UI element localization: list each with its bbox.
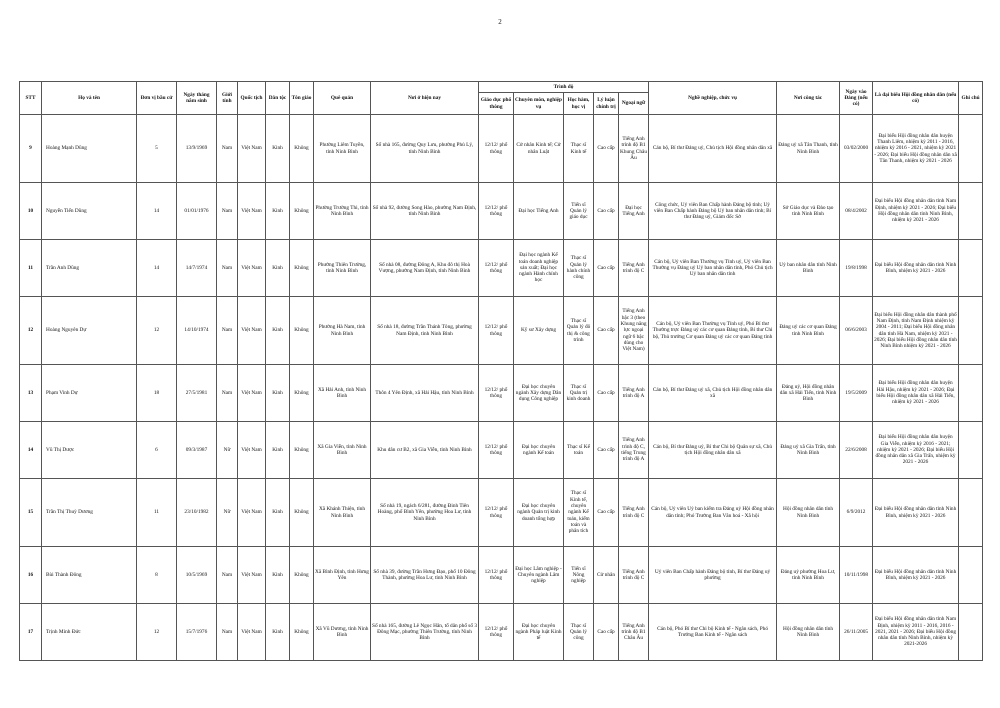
cell-name: Phạm Vinh Dự (42, 365, 137, 422)
cell-general-edu: 12/12/ phổ thông (479, 479, 514, 547)
header-workplace: Nơi công tác (777, 82, 840, 115)
cell-specialty: Đại học ngành Kế toán doanh nghiệp sản xuất; Đại học ngành Hành chính học (514, 240, 564, 297)
cell-hometown: Xã Khánh Thiện, tỉnh Ninh Bình (314, 479, 371, 547)
cell-party-date: 19/8/1998 (840, 240, 873, 297)
cell-language: Tiếng Anh trình độ B1 Châu Âu (619, 604, 649, 661)
cell-gender: Nam (217, 297, 238, 365)
cell-workplace: Đảng uỷ các cơ quan Đảng tỉnh Ninh Bình (777, 297, 840, 365)
header-note: Ghi chú (959, 82, 983, 115)
cell-general-edu: 12/12/ phổ thông (479, 365, 514, 422)
cell-workplace: Hội đồng nhân dân tỉnh Ninh Bình (777, 479, 840, 547)
cell-unit: 18 (137, 365, 177, 422)
cell-politics: Cao cấp (594, 422, 619, 479)
cell-gender: Nữ (217, 479, 238, 547)
cell-general-edu: 12/12/ phổ thông (479, 240, 514, 297)
cell-religion: Không (290, 479, 314, 547)
cell-party-date: 22/6/2008 (840, 422, 873, 479)
cell-dob: 01/01/1976 (177, 183, 217, 240)
cell-workplace: Đảng uỷ xã Gia Trấn, tỉnh Ninh Bình (777, 422, 840, 479)
cell-party-date: 26/11/2005 (840, 604, 873, 661)
cell-degree: Thạc sĩ Quản lý công (564, 604, 594, 661)
cell-general-edu: 12/12/ phổ thông (479, 297, 514, 365)
cell-residence: Khu dân cư B2, xã Gia Viễn, tỉnh Ninh Bình (371, 422, 479, 479)
cell-specialty: Cử nhân Kinh tế; Cử nhân Luật (514, 115, 564, 183)
header-degree: Học hàm, học vị (564, 93, 594, 115)
cell-workplace: Đảng uỷ, Hội đồng nhân dân xã Hải Tiến, tỉnh Ninh Bình (777, 365, 840, 422)
cell-job: Cán bộ, Uỷ viên Ban Thường vụ Tỉnh uỷ, Uỷ viên Ban Thường vụ Đảng uỷ Uỷ ban nhân dân tỉnh, Phó Chủ tịch Uỷ ban nhân dân tỉnh (649, 240, 777, 297)
cell-degree: Thạc sĩ Kinh tế, chuyên ngành Kế toán, kiểm toán và phân tích (564, 479, 594, 547)
cell-general-edu: 12/12/ phổ thông (479, 115, 514, 183)
cell-residence: Số nhà 19, ngách 6/281, đường Đinh Tiên Hoàng, phố Bình Yên, phường Hoa Lư, tỉnh Ninh Bình (371, 479, 479, 547)
cell-hometown: Phường Hà Nam, tỉnh Ninh Bình (314, 297, 371, 365)
cell-degree: Thạc sĩ Quản lý đô thị & công trình (564, 297, 594, 365)
header-qualification: Trình độ (479, 82, 649, 93)
cell-gender: Nam (217, 547, 238, 604)
cell-ethnicity: Kinh (266, 604, 290, 661)
cell-job: Công chức, Uỷ viên Ban Chấp hành Đảng bộ tỉnh; Uỷ viên Ban Chấp hành Đảng bộ Uỷ ban nhân dân tỉnh; Bí thư Đảng uỷ, Giám đốc Sở (649, 183, 777, 240)
table-row (20, 115, 983, 183)
cell-delegate: Đại biểu Hội đồng nhân dân huyện Thanh Liêm, nhiệm kỳ 2011 - 2016, nhiệm kỳ 2016 - 2021, nhiệm kỳ 2021 - 2026; Đại biểu Hội đồng nhân dân xã Tân Thanh, nhiệm kỳ 2021 - 2026 (873, 115, 959, 183)
cell-delegate: Đại biểu Hội đồng nhân dân tỉnh Nam Định, nhiệm kỳ 2021 - 2026; Đại biểu Hội đồng nhân dân tỉnh Ninh Bình, nhiệm kỳ 2021 - 2026 (873, 183, 959, 240)
cell-unit: 8 (137, 547, 177, 604)
cell-gender: Nam (217, 183, 238, 240)
cell-gender: Nữ (217, 422, 238, 479)
cell-degree: Thạc sĩ Kế toán (564, 422, 594, 479)
cell-ethnicity: Kinh (266, 479, 290, 547)
cell-degree: Thạc sĩ Kinh tế (564, 115, 594, 183)
cell-hometown: Phường Trường Thi, tỉnh Ninh Bình (314, 183, 371, 240)
cell-ethnicity: Kinh (266, 547, 290, 604)
cell-nationality: Việt Nam (238, 240, 266, 297)
cell-note (959, 604, 983, 661)
cell-dob: 15/7/1976 (177, 604, 217, 661)
cell-religion: Không (290, 365, 314, 422)
cell-party-date: 03/02/2000 (840, 115, 873, 183)
cell-general-edu: 12/12/ phổ thông (479, 422, 514, 479)
header-stt: STT (20, 82, 42, 115)
cell-nationality: Việt Nam (238, 297, 266, 365)
cell-hometown: Xã Vũ Dương, tỉnh Ninh Bình (314, 604, 371, 661)
cell-party-date: 08/4/2002 (840, 183, 873, 240)
cell-name: Trịnh Minh Đức (42, 604, 137, 661)
cell-general-edu: 12/12/ phổ thông (479, 183, 514, 240)
cell-nationality: Việt Nam (238, 183, 266, 240)
cell-name: Bùi Thành Đông (42, 547, 137, 604)
cell-note (959, 240, 983, 297)
cell-party-date: 19/5/2009 (840, 365, 873, 422)
cell-politics: Cao cấp (594, 479, 619, 547)
table-row (20, 547, 983, 604)
cell-hometown: Phường Liêm Tuyền, tỉnh Ninh Bình (314, 115, 371, 183)
header-name: Họ và tên (42, 82, 137, 115)
cell-language: Tiếng Anh trình độ C (619, 547, 649, 604)
cell-name: Trần Thị Thuỳ Dương (42, 479, 137, 547)
cell-stt: 13 (20, 365, 42, 422)
header-party-date: Ngày vào Đảng (nếu có) (840, 82, 873, 115)
cell-language: Tiếng Anh bậc 3 (theo Khung năng lực ngoại ngữ 6 bậc dùng cho Việt Nam) (619, 297, 649, 365)
cell-ethnicity: Kinh (266, 115, 290, 183)
cell-job: Cán bộ, Bí thư Đảng uỷ xã, Chủ tịch Hội đồng nhân dân xã (649, 365, 777, 422)
header-religion: Tôn giáo (290, 82, 314, 115)
page-number: 2 (498, 18, 502, 26)
cell-name: Nguyễn Tiến Dũng (42, 183, 137, 240)
cell-politics: Cao cấp (594, 604, 619, 661)
cell-unit: 12 (137, 604, 177, 661)
table-row (20, 183, 983, 240)
cell-hometown: Phường Thiên Trường, tỉnh Ninh Bình (314, 240, 371, 297)
cell-name: Vũ Thị Dược (42, 422, 137, 479)
cell-hometown: Xã Hải Anh, tỉnh Ninh Bình (314, 365, 371, 422)
cell-note (959, 297, 983, 365)
cell-politics: Cao cấp (594, 183, 619, 240)
cell-residence: Số nhà 92, đường Song Hào, phường Nam Định, tỉnh Ninh Bình (371, 183, 479, 240)
cell-specialty: Đại học chuyên ngành Xây dựng Dân dụng Công nghiệp (514, 365, 564, 422)
cell-ethnicity: Kinh (266, 240, 290, 297)
cell-gender: Nam (217, 365, 238, 422)
cell-religion: Không (290, 183, 314, 240)
cell-workplace: Đảng uỷ phường Hoa Lư, tỉnh Ninh Bình (777, 547, 840, 604)
cell-nationality: Việt Nam (238, 115, 266, 183)
cell-religion: Không (290, 297, 314, 365)
cell-gender: Nam (217, 604, 238, 661)
cell-hometown: Xã Bình Định, tỉnh Hưng Yên (314, 547, 371, 604)
cell-degree: Tiến sĩ Quản lý giáo dục (564, 183, 594, 240)
table-row (20, 422, 983, 479)
cell-language: Tiếng Anh trình độ A (619, 365, 649, 422)
cell-unit: 14 (137, 183, 177, 240)
cell-name: Hoàng Mạnh Dũng (42, 115, 137, 183)
cell-unit: 12 (137, 297, 177, 365)
cell-nationality: Việt Nam (238, 547, 266, 604)
header-language: Ngoại ngữ (619, 93, 649, 115)
cell-stt: 17 (20, 604, 42, 661)
table-row (20, 479, 983, 547)
header-gender: Giới tính (217, 82, 238, 115)
cell-delegate: Đại biểu Hội đồng nhân dân tỉnh Ninh Bình, nhiệm kỳ 2021 - 2026 (873, 479, 959, 547)
cell-note (959, 115, 983, 183)
cell-dob: 09/3/1987 (177, 422, 217, 479)
table-body (20, 115, 983, 661)
cell-specialty: Đại học Tiếng Anh (514, 183, 564, 240)
cell-politics: Cao cấp (594, 297, 619, 365)
cell-unit: 14 (137, 240, 177, 297)
cell-stt: 15 (20, 479, 42, 547)
cell-note (959, 422, 983, 479)
cell-nationality: Việt Nam (238, 365, 266, 422)
cell-politics: Cao cấp (594, 365, 619, 422)
cell-general-edu: 12/12/ phổ thông (479, 604, 514, 661)
header-nationality: Quốc tịch (238, 82, 266, 115)
cell-ethnicity: Kinh (266, 365, 290, 422)
header-delegate: Là đại biểu Hội đồng nhân dân (nếu có) (873, 82, 959, 115)
cell-specialty: Đại học chuyên ngành Pháp luật Kinh tế (514, 604, 564, 661)
table-row (20, 604, 983, 661)
cell-unit: 5 (137, 115, 177, 183)
cell-name: Hoàng Nguyên Dự (42, 297, 137, 365)
table-row (20, 365, 983, 422)
header-unit: Đơn vị bầu cử (137, 82, 177, 115)
table-row (20, 297, 983, 365)
cell-residence: Số nhà 39, đường Trần Hưng Đạo, phố 10 Đông Thành, phường Hoa Lư, tỉnh Ninh Bình (371, 547, 479, 604)
cell-religion: Không (290, 422, 314, 479)
cell-specialty: Đại học Lâm nghiệp - Chuyên ngành Lâm nghiệp (514, 547, 564, 604)
cell-language: Tiếng Anh trình độ C (619, 479, 649, 547)
cell-dob: 23/10/1982 (177, 479, 217, 547)
header-specialty: Chuyên môn, nghiệp vụ (514, 93, 564, 115)
cell-party-date: 10/11/1998 (840, 547, 873, 604)
candidate-table (19, 81, 983, 661)
cell-name: Trần Anh Dũng (42, 240, 137, 297)
header-job: Nghề nghiệp, chức vụ (649, 82, 777, 115)
cell-delegate: Đại biểu Hội đồng nhân dân tỉnh Nam Định, nhiệm kỳ 2011 - 2016, 2016 - 2021, 2021 - 2026; Đại biểu Hội đồng nhân dân tỉnh Ninh Bình, nhiệm kỳ 2021-2026 (873, 604, 959, 661)
cell-dob: 10/5/1969 (177, 547, 217, 604)
cell-dob: 27/5/1981 (177, 365, 217, 422)
header-politics: Lý luận chính trị (594, 93, 619, 115)
cell-degree: Tiến sĩ Nông nghiệp (564, 547, 594, 604)
cell-residence: Số nhà 165, đường Lê Ngọc Hân, tổ dân phố số 3 Đông Mạc, phường Thiên Trường, tỉnh Ninh Bình (371, 604, 479, 661)
cell-ethnicity: Kinh (266, 422, 290, 479)
cell-politics: Cao cấp (594, 115, 619, 183)
cell-residence: Số nhà 165, đường Quy Lưu, phường Phủ Lý, tỉnh Ninh Bình (371, 115, 479, 183)
cell-dob: 14/7/1974 (177, 240, 217, 297)
cell-party-date: 6/9/2012 (840, 479, 873, 547)
cell-dob: 13/9/1969 (177, 115, 217, 183)
cell-gender: Nam (217, 240, 238, 297)
cell-stt: 14 (20, 422, 42, 479)
cell-religion: Không (290, 547, 314, 604)
cell-note (959, 547, 983, 604)
cell-religion: Không (290, 115, 314, 183)
cell-delegate: Đại biểu Hội đồng nhân dân tỉnh Ninh Bình, nhiệm kỳ 2021 - 2026 (873, 547, 959, 604)
cell-degree: Thạc sĩ Quản trị kinh doanh (564, 365, 594, 422)
cell-residence: Thôn 4 Yên Định, xã Hải Hậu, tỉnh Ninh Bình (371, 365, 479, 422)
cell-degree: Thạc sĩ Quản lý hành chính công (564, 240, 594, 297)
cell-stt: 16 (20, 547, 42, 604)
cell-language: Tiếng Anh trình độ C (619, 240, 649, 297)
cell-stt: 9 (20, 115, 42, 183)
cell-stt: 12 (20, 297, 42, 365)
header-general-edu: Giáo dục phổ thông (479, 93, 514, 115)
cell-general-edu: 12/12/ phổ thông (479, 547, 514, 604)
cell-workplace: Sở Giáo dục và Đào tạo tỉnh Ninh Bình (777, 183, 840, 240)
cell-job: Cán bộ, Bí thư Đảng uỷ, Chủ tịch Hội đồng nhân dân xã (649, 115, 777, 183)
cell-delegate: Đại biểu Hội đồng nhân dân huyện Gia Viễn, nhiệm kỳ 2016 - 2021; nhiệm kỳ 2021 - 2026; Đại biểu Hội đồng nhân dân xã Gia Trấn, nhiệm kỳ 2021 - 2026 (873, 422, 959, 479)
cell-unit: 6 (137, 422, 177, 479)
cell-job: Cán bộ, Bí thư Đảng uỷ, Bí thư Chi bộ Quân sự xã, Chủ tịch Hội đồng nhân dân xã (649, 422, 777, 479)
cell-specialty: Kỹ sư Xây dựng (514, 297, 564, 365)
cell-stt: 10 (20, 183, 42, 240)
table-row (20, 240, 983, 297)
cell-specialty: Đại học chuyên ngành Kế toán (514, 422, 564, 479)
cell-language: Tiếng Anh trình độ B1 Khung Châu Âu (619, 115, 649, 183)
cell-party-date: 06/6/2003 (840, 297, 873, 365)
cell-note (959, 479, 983, 547)
cell-politics: Cao cấp (594, 240, 619, 297)
cell-religion: Không (290, 240, 314, 297)
cell-religion: Không (290, 604, 314, 661)
cell-note (959, 365, 983, 422)
header-hometown: Quê quán (314, 82, 371, 115)
cell-hometown: Xã Gia Viễn, tỉnh Ninh Bình (314, 422, 371, 479)
cell-delegate: Đại biểu Hội đồng nhân dân huyện Hải Hậu, nhiệm kỳ 2021 - 2026; Đại biểu Hội đồng nhân dân xã Hải Tiến, nhiệm kỳ 2021 - 2026 (873, 365, 959, 422)
header-dob: Ngày tháng năm sinh (177, 82, 217, 115)
cell-nationality: Việt Nam (238, 604, 266, 661)
cell-ethnicity: Kinh (266, 297, 290, 365)
cell-residence: Số nhà 08, đường Đông A, Khu đô thị Hoà Vượng, phường Nam Định, tỉnh Ninh Bình (371, 240, 479, 297)
cell-job: Cán bộ, Uỷ viên Uỷ ban kiểm tra Đảng uỷ Hội đồng nhân dân tỉnh; Phó Trưởng Ban Văn hoá - Xã hội (649, 479, 777, 547)
header-residence: Nơi ở hiện nay (371, 82, 479, 115)
cell-delegate: Đại biểu Hội đồng nhân dân tỉnh Ninh Bình, nhiệm kỳ 2021 - 2026 (873, 240, 959, 297)
cell-delegate: Đại biểu Hội đồng nhân dân thành phố Nam Định, tỉnh Nam Định nhiệm kỳ 2004 - 2011; Đại biểu Hội đồng nhân dân tỉnh Hà Nam, nhiệm kỳ 2021 - 2026; Đại biểu Hội đồng nhân dân tỉnh Ninh Bình nhiệm kỳ 2021 - 2026 (873, 297, 959, 365)
cell-job: Cán bộ, Uỷ viên Ban Thường vụ Tỉnh uỷ, Phó Bí thư Thường trực Đảng uỷ các cơ quan Đảng tỉnh, Bí thư Chi bộ, Thủ trưởng Cơ quan Đảng uỷ các cơ quan Đảng tỉnh (649, 297, 777, 365)
cell-unit: 11 (137, 479, 177, 547)
cell-workplace: Uỷ ban nhân dân tỉnh Ninh Bình (777, 240, 840, 297)
cell-language: Đại học Tiếng Anh (619, 183, 649, 240)
cell-workplace: Đảng uỷ xã Tân Thanh, tỉnh Ninh Bình (777, 115, 840, 183)
cell-note (959, 183, 983, 240)
cell-workplace: Hội đồng nhân dân tỉnh Ninh Bình (777, 604, 840, 661)
cell-residence: Số nhà 18, đường Trần Thánh Tông, phường Nam Định, tỉnh Ninh Bình (371, 297, 479, 365)
header-ethnicity: Dân tộc (266, 82, 290, 115)
cell-job: Uỷ viên Ban Chấp hành Đảng bộ tỉnh, Bí thư Đảng uỷ phường (649, 547, 777, 604)
cell-job: Cán bộ, Phó Bí thư Chi bộ Kinh tế - Ngân sách, Phó Trưởng Ban Kinh tế - Ngân sách (649, 604, 777, 661)
cell-nationality: Việt Nam (238, 422, 266, 479)
cell-ethnicity: Kinh (266, 183, 290, 240)
cell-nationality: Việt Nam (238, 479, 266, 547)
cell-dob: 14/10/1974 (177, 297, 217, 365)
cell-politics: Cử nhân (594, 547, 619, 604)
cell-stt: 11 (20, 240, 42, 297)
cell-language: Tiếng Anh trình độ C, tiếng Trung trình độ A (619, 422, 649, 479)
cell-specialty: Đại học chuyên ngành Quản trị kinh doanh tổng hợp (514, 479, 564, 547)
cell-gender: Nam (217, 115, 238, 183)
